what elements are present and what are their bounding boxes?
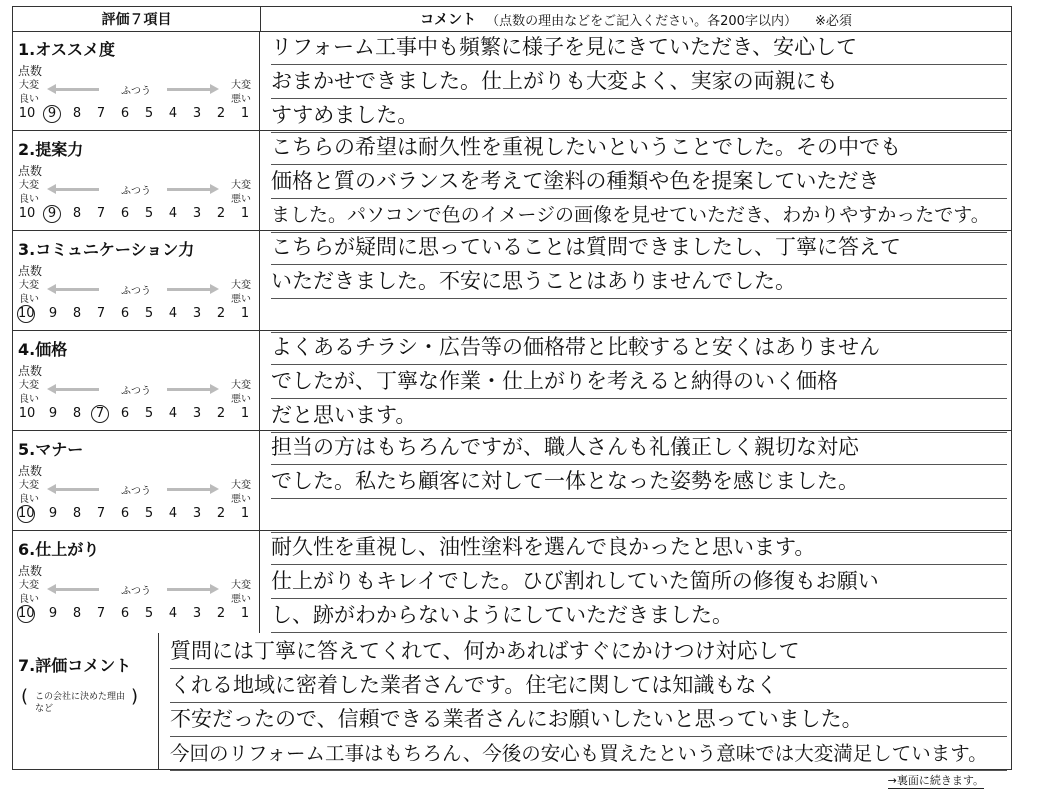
scale-right-warui: 悪い [231, 294, 251, 305]
item-label-cell [13, 431, 260, 530]
scale-right-warui: 悪い [231, 94, 251, 105]
header-row [13, 7, 1011, 32]
scale-right-taihen: 大変 [231, 480, 251, 491]
score-2: 2 [216, 106, 226, 121]
score-1: 1 [240, 406, 250, 421]
score-4: 4 [168, 306, 178, 321]
comment-line: 耐久性を重視し、油性塗料を選んで良かったと思います。 [271, 531, 1007, 565]
comment-line: おまかせできました。仕上がりも大変よく、実家の両親にも [271, 65, 1007, 99]
row-item-3 [13, 231, 1011, 331]
score-3: 3 [192, 106, 202, 121]
item-comment [261, 231, 1011, 330]
scale-futsu: ふつう [121, 86, 151, 97]
item-handwriting [271, 31, 1007, 133]
score-9-selected: 9 [43, 205, 61, 223]
arrow-left-icon [55, 288, 99, 291]
item7-handwriting [170, 635, 1007, 771]
scale-left-taihen: 大変 [19, 380, 39, 391]
scale-left-taihen: 大変 [19, 580, 39, 591]
score-7: 7 [96, 306, 106, 321]
score-scale [17, 205, 253, 223]
arrow-right-icon [167, 488, 211, 491]
scale-left-yoi: 良い [19, 594, 39, 605]
score-8: 8 [72, 406, 82, 421]
comment-line: くれる地域に密着した業者さんです。住宅に関しては知識もなく [170, 669, 1007, 703]
comment-line: こちらが疑問に思っていることは質問できましたし、丁寧に答えて [271, 231, 1007, 265]
score-9: 9 [48, 306, 58, 321]
row-item-1 [13, 31, 1011, 131]
scale-futsu: ふつう [121, 386, 151, 397]
score-2: 2 [216, 306, 226, 321]
score-label: 点数 [18, 264, 43, 278]
score-scale [17, 405, 253, 423]
item-title: 1.オススメ度 [18, 40, 116, 59]
comment-line: 仕上がりもキレイでした。ひび割れしていた箇所の修復もお願い [271, 565, 1007, 599]
score-label: 点数 [18, 164, 43, 178]
item-comment [261, 31, 1011, 130]
scale-futsu: ふつう [121, 186, 151, 197]
score-4: 4 [168, 206, 178, 221]
score-5: 5 [144, 406, 154, 421]
score-6: 6 [120, 606, 130, 621]
scale-right-taihen: 大変 [231, 280, 251, 291]
scale-left-yoi: 良い [19, 94, 39, 105]
scale-left-yoi: 良い [19, 294, 39, 305]
item-title: 4.価格 [18, 340, 68, 359]
scale-futsu: ふつう [121, 486, 151, 497]
score-10: 10 [18, 206, 36, 221]
score-9: 9 [48, 606, 58, 621]
scale-futsu: ふつう [121, 286, 151, 297]
paren-open: ( [21, 686, 29, 707]
scale-left-yoi: 良い [19, 194, 39, 205]
score-3: 3 [192, 206, 202, 221]
scale-right-warui: 悪い [231, 594, 251, 605]
row-item-2 [13, 131, 1011, 231]
score-1: 1 [240, 206, 250, 221]
score-label: 点数 [18, 364, 43, 378]
arrow-left-icon [55, 488, 99, 491]
header-comment [261, 7, 1011, 31]
header-comment-note: （点数の理由などをご記入ください。各200字以内） [486, 13, 797, 29]
comment-line: いただきました。不安に思うことはありませんでした。 [271, 265, 1007, 299]
scale-right-warui: 悪い [231, 394, 251, 405]
score-1: 1 [240, 506, 250, 521]
arrow-right-icon [167, 588, 211, 591]
scale-left-taihen: 大変 [19, 480, 39, 491]
score-5: 5 [144, 206, 154, 221]
arrow-left-icon [55, 188, 99, 191]
score-4: 4 [168, 106, 178, 121]
score-label: 点数 [18, 464, 43, 478]
score-3: 3 [192, 506, 202, 521]
score-6: 6 [120, 206, 130, 221]
score-8: 8 [72, 506, 82, 521]
score-scale [17, 605, 253, 623]
scale-futsu: ふつう [121, 586, 151, 597]
item-handwriting [271, 131, 1007, 233]
comment-line [271, 499, 1007, 533]
score-3: 3 [192, 606, 202, 621]
score-10: 10 [18, 106, 36, 121]
score-scale [17, 305, 253, 323]
scale-right-taihen: 大変 [231, 80, 251, 91]
row-item-4 [13, 331, 1011, 431]
comment-line: リフォーム工事中も頻繁に様子を見にきていただき、安心して [271, 31, 1007, 65]
comment-line: すすめました。 [271, 99, 1007, 133]
item-label-cell [13, 531, 260, 633]
scale-left-yoi: 良い [19, 494, 39, 505]
comment-line: 今回のリフォーム工事はもちろん、今後の安心も買えたという意味では大変満足しています。 [170, 737, 1007, 771]
row-item7 [13, 633, 1011, 769]
item7-label-cell [13, 633, 159, 769]
score-5: 5 [144, 506, 154, 521]
score-2: 2 [216, 406, 226, 421]
evaluation-form [12, 6, 1012, 770]
score-8: 8 [72, 606, 82, 621]
item-label-cell [13, 231, 260, 330]
scale-right-warui: 悪い [231, 194, 251, 205]
scale-left-taihen: 大変 [19, 280, 39, 291]
scale-right-taihen: 大変 [231, 380, 251, 391]
arrow-right-icon [167, 388, 211, 391]
score-10-selected: 10 [18, 606, 35, 621]
arrow-left-icon [55, 388, 99, 391]
item-title: 5.マナー [18, 440, 84, 459]
scale-right-taihen: 大変 [231, 180, 251, 191]
comment-line: よくあるチラシ・広告等の価格帯と比較すると安くはありません [271, 331, 1007, 365]
scale-right-taihen: 大変 [231, 580, 251, 591]
score-1: 1 [240, 606, 250, 621]
score-4: 4 [168, 506, 178, 521]
item-handwriting [271, 531, 1007, 633]
score-2: 2 [216, 206, 226, 221]
header-required: ※必須 [814, 13, 852, 29]
score-6: 6 [120, 506, 130, 521]
comment-line: 不安だったので、信頼できる業者さんにお願いしたいと思っていました。 [170, 703, 1007, 737]
score-9: 9 [48, 406, 58, 421]
item-comment [261, 131, 1011, 230]
comment-line: ました。パソコンで色のイメージの画像を見せていただき、わかりやすかったです。 [271, 199, 1007, 233]
item7-title: 7.評価コメント [18, 656, 132, 675]
row-item-5 [13, 431, 1011, 531]
score-7: 7 [96, 506, 106, 521]
item-title: 6.仕上がり [18, 540, 100, 559]
arrow-left-icon [55, 88, 99, 91]
arrow-right-icon [167, 88, 211, 91]
header-comment-title: コメント [420, 12, 477, 28]
header-items: 評価７項目 [13, 7, 261, 31]
arrow-right-icon [167, 188, 211, 191]
item7-comment [160, 633, 1011, 769]
score-10-selected: 10 [18, 506, 35, 521]
score-3: 3 [192, 306, 202, 321]
score-scale [17, 105, 253, 123]
comment-line: 価格と質のバランスを考えて塗料の種類や色を提案していただき [271, 165, 1007, 199]
score-9: 9 [48, 506, 58, 521]
score-2: 2 [216, 506, 226, 521]
score-8: 8 [72, 306, 82, 321]
item-title: 2.提案力 [18, 140, 84, 159]
score-7-selected: 7 [91, 405, 109, 423]
scale-left-taihen: 大変 [19, 80, 39, 91]
score-1: 1 [240, 106, 250, 121]
paren-close: ) [131, 686, 139, 707]
score-7: 7 [96, 606, 106, 621]
score-scale [17, 505, 253, 523]
item-label-cell [13, 331, 260, 430]
comment-line: でしたが、丁寧な作業・仕上がりを考えると納得のいく価格 [271, 365, 1007, 399]
comment-line: 担当の方はもちろんですが、職人さんも礼儀正しく親切な対応 [271, 431, 1007, 465]
item-comment [261, 531, 1011, 633]
scale-right-warui: 悪い [231, 494, 251, 505]
comment-line: 質問には丁寧に答えてくれて、何かあればすぐにかけつけ対応して [170, 635, 1007, 669]
score-3: 3 [192, 406, 202, 421]
item-label-cell [13, 31, 260, 130]
comment-line: でした。私たち顧客に対して一体となった姿勢を感じました。 [271, 465, 1007, 499]
score-6: 6 [120, 106, 130, 121]
item-comment [261, 331, 1011, 430]
score-6: 6 [120, 306, 130, 321]
score-8: 8 [72, 206, 82, 221]
score-5: 5 [144, 306, 154, 321]
item-handwriting [271, 331, 1007, 433]
score-8: 8 [72, 106, 82, 121]
arrow-right-icon [167, 288, 211, 291]
item-comment [261, 431, 1011, 530]
score-10-selected: 10 [18, 306, 35, 321]
row-item-6 [13, 531, 1011, 633]
score-6: 6 [120, 406, 130, 421]
score-4: 4 [168, 606, 178, 621]
score-label: 点数 [18, 564, 43, 578]
scale-left-yoi: 良い [19, 394, 39, 405]
score-label: 点数 [18, 64, 43, 78]
score-7: 7 [96, 206, 106, 221]
scale-left-taihen: 大変 [19, 180, 39, 191]
item-title: 3.コミュニケーション力 [18, 240, 195, 259]
item-handwriting [271, 231, 1007, 333]
comment-line: こちらの希望は耐久性を重視したいということでした。その中でも [271, 131, 1007, 165]
arrow-left-icon [55, 588, 99, 591]
comment-line: し、跡がわからないようにしていただきました。 [271, 599, 1007, 633]
score-7: 7 [96, 106, 106, 121]
item7-note-text: この会社に決めた理由など [35, 692, 126, 714]
score-9-selected: 9 [43, 105, 61, 123]
score-10: 10 [18, 406, 36, 421]
item-handwriting [271, 431, 1007, 533]
comment-line [271, 299, 1007, 333]
score-2: 2 [216, 606, 226, 621]
comment-line: だと思います。 [271, 399, 1007, 433]
score-5: 5 [144, 606, 154, 621]
item-label-cell [13, 131, 260, 230]
score-4: 4 [168, 406, 178, 421]
footer-continue: →裏面に続きます。 [887, 774, 984, 787]
score-1: 1 [240, 306, 250, 321]
score-5: 5 [144, 106, 154, 121]
